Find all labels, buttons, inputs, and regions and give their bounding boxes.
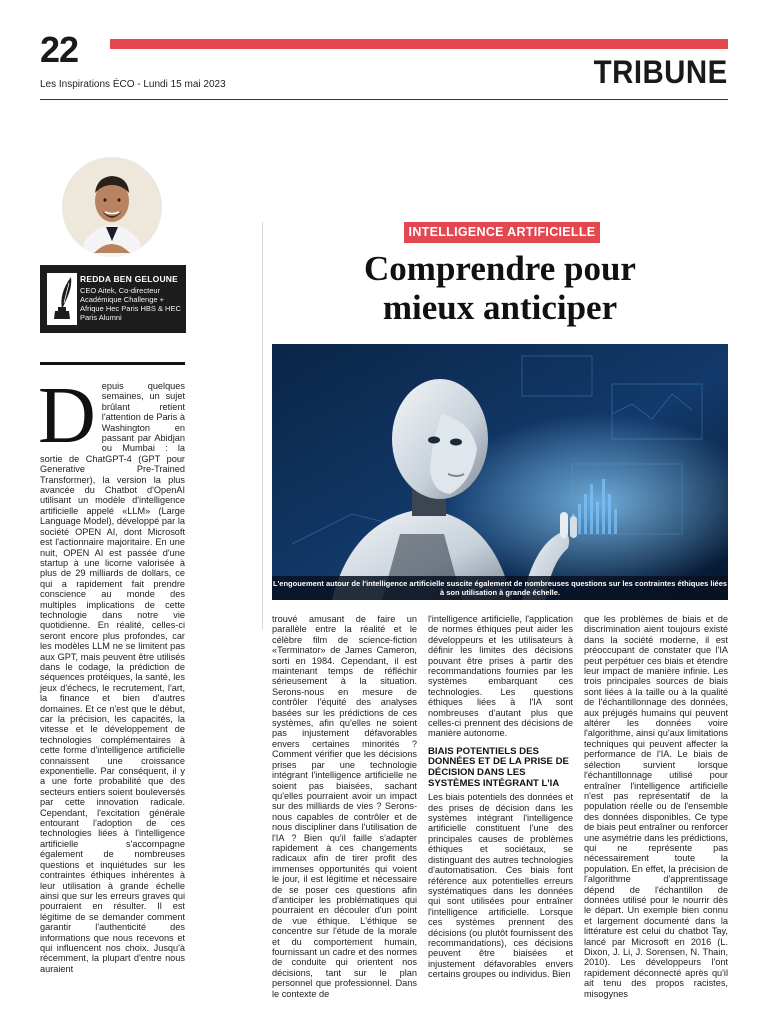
header-rule	[40, 99, 728, 100]
article-title-line-2: mieux anticiper	[382, 288, 618, 328]
column-divider	[262, 222, 263, 630]
photo-caption: L'engouement autour de l'intelligence artificielle suscite également de nombreuses questions sur les contraintes éthiques liées à son utilisation à grande échelle.	[272, 576, 728, 600]
column-4-text: que les problèmes de biais et de discrimination aient toujours existé dans la société moderne, il est préoccupant de constater que l'IA peut perpétuer ces biais et étendre leur impact de manière infinie. Les trois principales sources de biais sont liées à la taille ou à la qualité de l'échantillonnage des données, aux préjugés humains qui peuvent altérer les données voire l'algorithme, ainsi qu'aux limitations techniques qui peuvent affecter la performance de l'IA. Le biais de sélection survient lorsque l'échantillonnage utilisé pour entraîner l'intelligence artificielle n'est pas représentatif de la population réelle ou de l'ensemble des données disponibles. Ce type de biais peut entraîner ou renforcer une asymétrie dans les prédictions, qui ne représente pas nécessairement toute la population. En effet, la précision de l'algorithme d'apprentissage dépend de l'échantillon de données utilisé pour le nourrir dès le départ. Un exemple bien connu et largement documenté dans la littérature est celui du chatbot Tay, lancé par Microsoft en 2016 (L. Dixon, J. Li, J. Sorensen, N. Thain, 2010). Les développeurs l'ont rapidement déconnecté après qu'il ait tenu des propos racistes, misogynes	[584, 614, 729, 999]
column-3-text-a: l'intelligence artificielle, l'application de normes éthiques peut aider les développeurs et les utilisateurs à définir les limites des décisions pouvant être prises à partir des recommandations fournies par les systèmes embarquant ces technologies. Les questions éthiques liées à l'IA sont nombreuses d'autant plus que celles-ci prennent des décisions de manière autonome.	[428, 614, 573, 739]
article-subheading: BIAIS POTENTIELS DES DONNÉES ET DE LA PRISE DE DÉCISION DANS LES SYSTÈMES INTÉGRANT L'IA	[428, 745, 569, 789]
drop-cap: D	[38, 372, 96, 460]
article-title-line-1: Comprendre pour	[364, 249, 636, 288]
publication-line: Les Inspirations ÉCO - Lundi 15 mai 2023	[40, 79, 226, 90]
article-column-1	[38, 372, 185, 974]
column-2-text: trouvé amusant de faire un parallèle entre la réalité et le célèbre film de science-fiction «Terminator» de James Cameron, sorti en 1984. Cependant, il est maintenant temps de réfléchir sérieusement à la situation. Serons-nous en mesure de contrôler l'équité des analyses basées sur les prédictions de ces systèmes, afin qu'elles ne soient pas injustement défavorables envers certaines minorités ? Comment vérifier que les décisions prises par une technologie intégrant l'intelligence artificielle ne soient pas biaisées, sachant qu'elles pourraient avoir un impact sur des milliards de vies ? Serons-nous capables de contrôler et de nous discipliner dans l'utilisation de l'IA ? Bien qu'il faille s'adapter rapidement à ces changements radicaux afin de tirer profit des immenses opportunités qui voient le jour, il est légitime et nécessaire de se poser ces questions afin d'anticiper les problématiques qui pourraient en découler d'un point de vue éthique. L'éthique se concentre sur l'étude de la morale et du comportement humain, fournissant un cadre et des normes de conduite qui orientent nos décisions, tant sur le plan personnel que professionnel. Dans le contexte de	[272, 614, 417, 999]
article-column-2	[272, 614, 417, 999]
article-title	[272, 249, 728, 327]
article-photo	[272, 344, 728, 600]
quill-inkwell-icon	[45, 271, 79, 327]
robot-illustration-icon	[272, 344, 728, 600]
column-3-text-b: Les biais potentiels des données et des prises de décision dans les systèmes intégrant l'intelligence artificielle constituent l'une des principales causes de problèmes éthiques et sociétaux, se distinguant des autres technologies d'automatisation. Ces biais font référence aux potentielles erreurs systématiques dans les données qui sont utilisées pour entraîner l'intelligence artificielle. Lorsque ces systèmes prennent des décisions (ou plutôt fournissent des recommandations), ces décisions peuvent être biaisées et injustement défavorables envers certains groupes ou individus. Bien	[428, 792, 573, 980]
author-box	[40, 265, 186, 333]
accent-bar	[110, 39, 728, 49]
author-role: CEO Aitek, Co-directeur Académique Challenge + Afrique Hec Paris HBS & HEC Paris Alumni	[80, 286, 181, 323]
column-rule	[40, 362, 185, 365]
author-name: REDDA BEN GELOUNE	[80, 274, 179, 284]
section-title: TRIBUNE	[593, 54, 728, 90]
kicker-badge: INTELLIGENCE ARTIFICIELLE	[404, 222, 600, 243]
article-column-3	[428, 614, 573, 980]
article-column-4	[584, 614, 728, 999]
author-avatar	[62, 157, 162, 257]
author-portrait-icon	[62, 157, 162, 257]
page-number: 22	[40, 29, 79, 70]
column-1-text: epuis quelques semaines, un sujet brûlant retient l'attention de Paris à Washington en passant par Abidjan ou Mumbai : la sortie de ChatGPT-4 (GPT pour Generative Pre-Trained Transformer), la version la plus avancée du Chatbot d'OpenAI utilisant un modèle d'intelligence artificielle appelé «LLM» (Large Language Model), développé par la société OPEN AI, dont Microsoft est l'actionnaire majoritaire. En une nuit, OPEN AI est passée d'une startup à une licorne valorisée à plus de 29 milliards de dollars, ce qui a rapidement fait prendre conscience au monde des multiples implications de cette technologie dans notre vie quotidienne. En réalité, celles-ci seront encore plus profondes, car les modèles LLM ne se limitent pas aux GPT, mais peuvent être utilisés dans le codage, la prédiction de séquences protéiques, la santé, les jeux d'échecs, le recrutement, l'art, la finance et bien d'autres domaines. Et ce n'est que le début, car la précision, les capacités, la vitesse et le développement de technologies complémentaires à cette forme d'intelligence artificielle connaissent une croissance exponentielle. Par conséquent, il y a une forte probabilité que des secteurs entiers soient bouleversés par cette innovation radicale. Cependant, l'excitation générale entourant l'adoption de ces technologies liées à l'intelligence artificielle s'accompagne également de nombreuses questions et inquiétudes sur les contraintes éthiques inhérentes à leur utilisation à grande échelle ainsi que sur les erreurs graves qui pourraient en résulter. Il est légitime de se demander comment garantir l'authenticité des informations que nous recevons et qui influencent nos choix. Jusqu'à récemment, la plupart d'entre nous auraient	[40, 381, 185, 974]
